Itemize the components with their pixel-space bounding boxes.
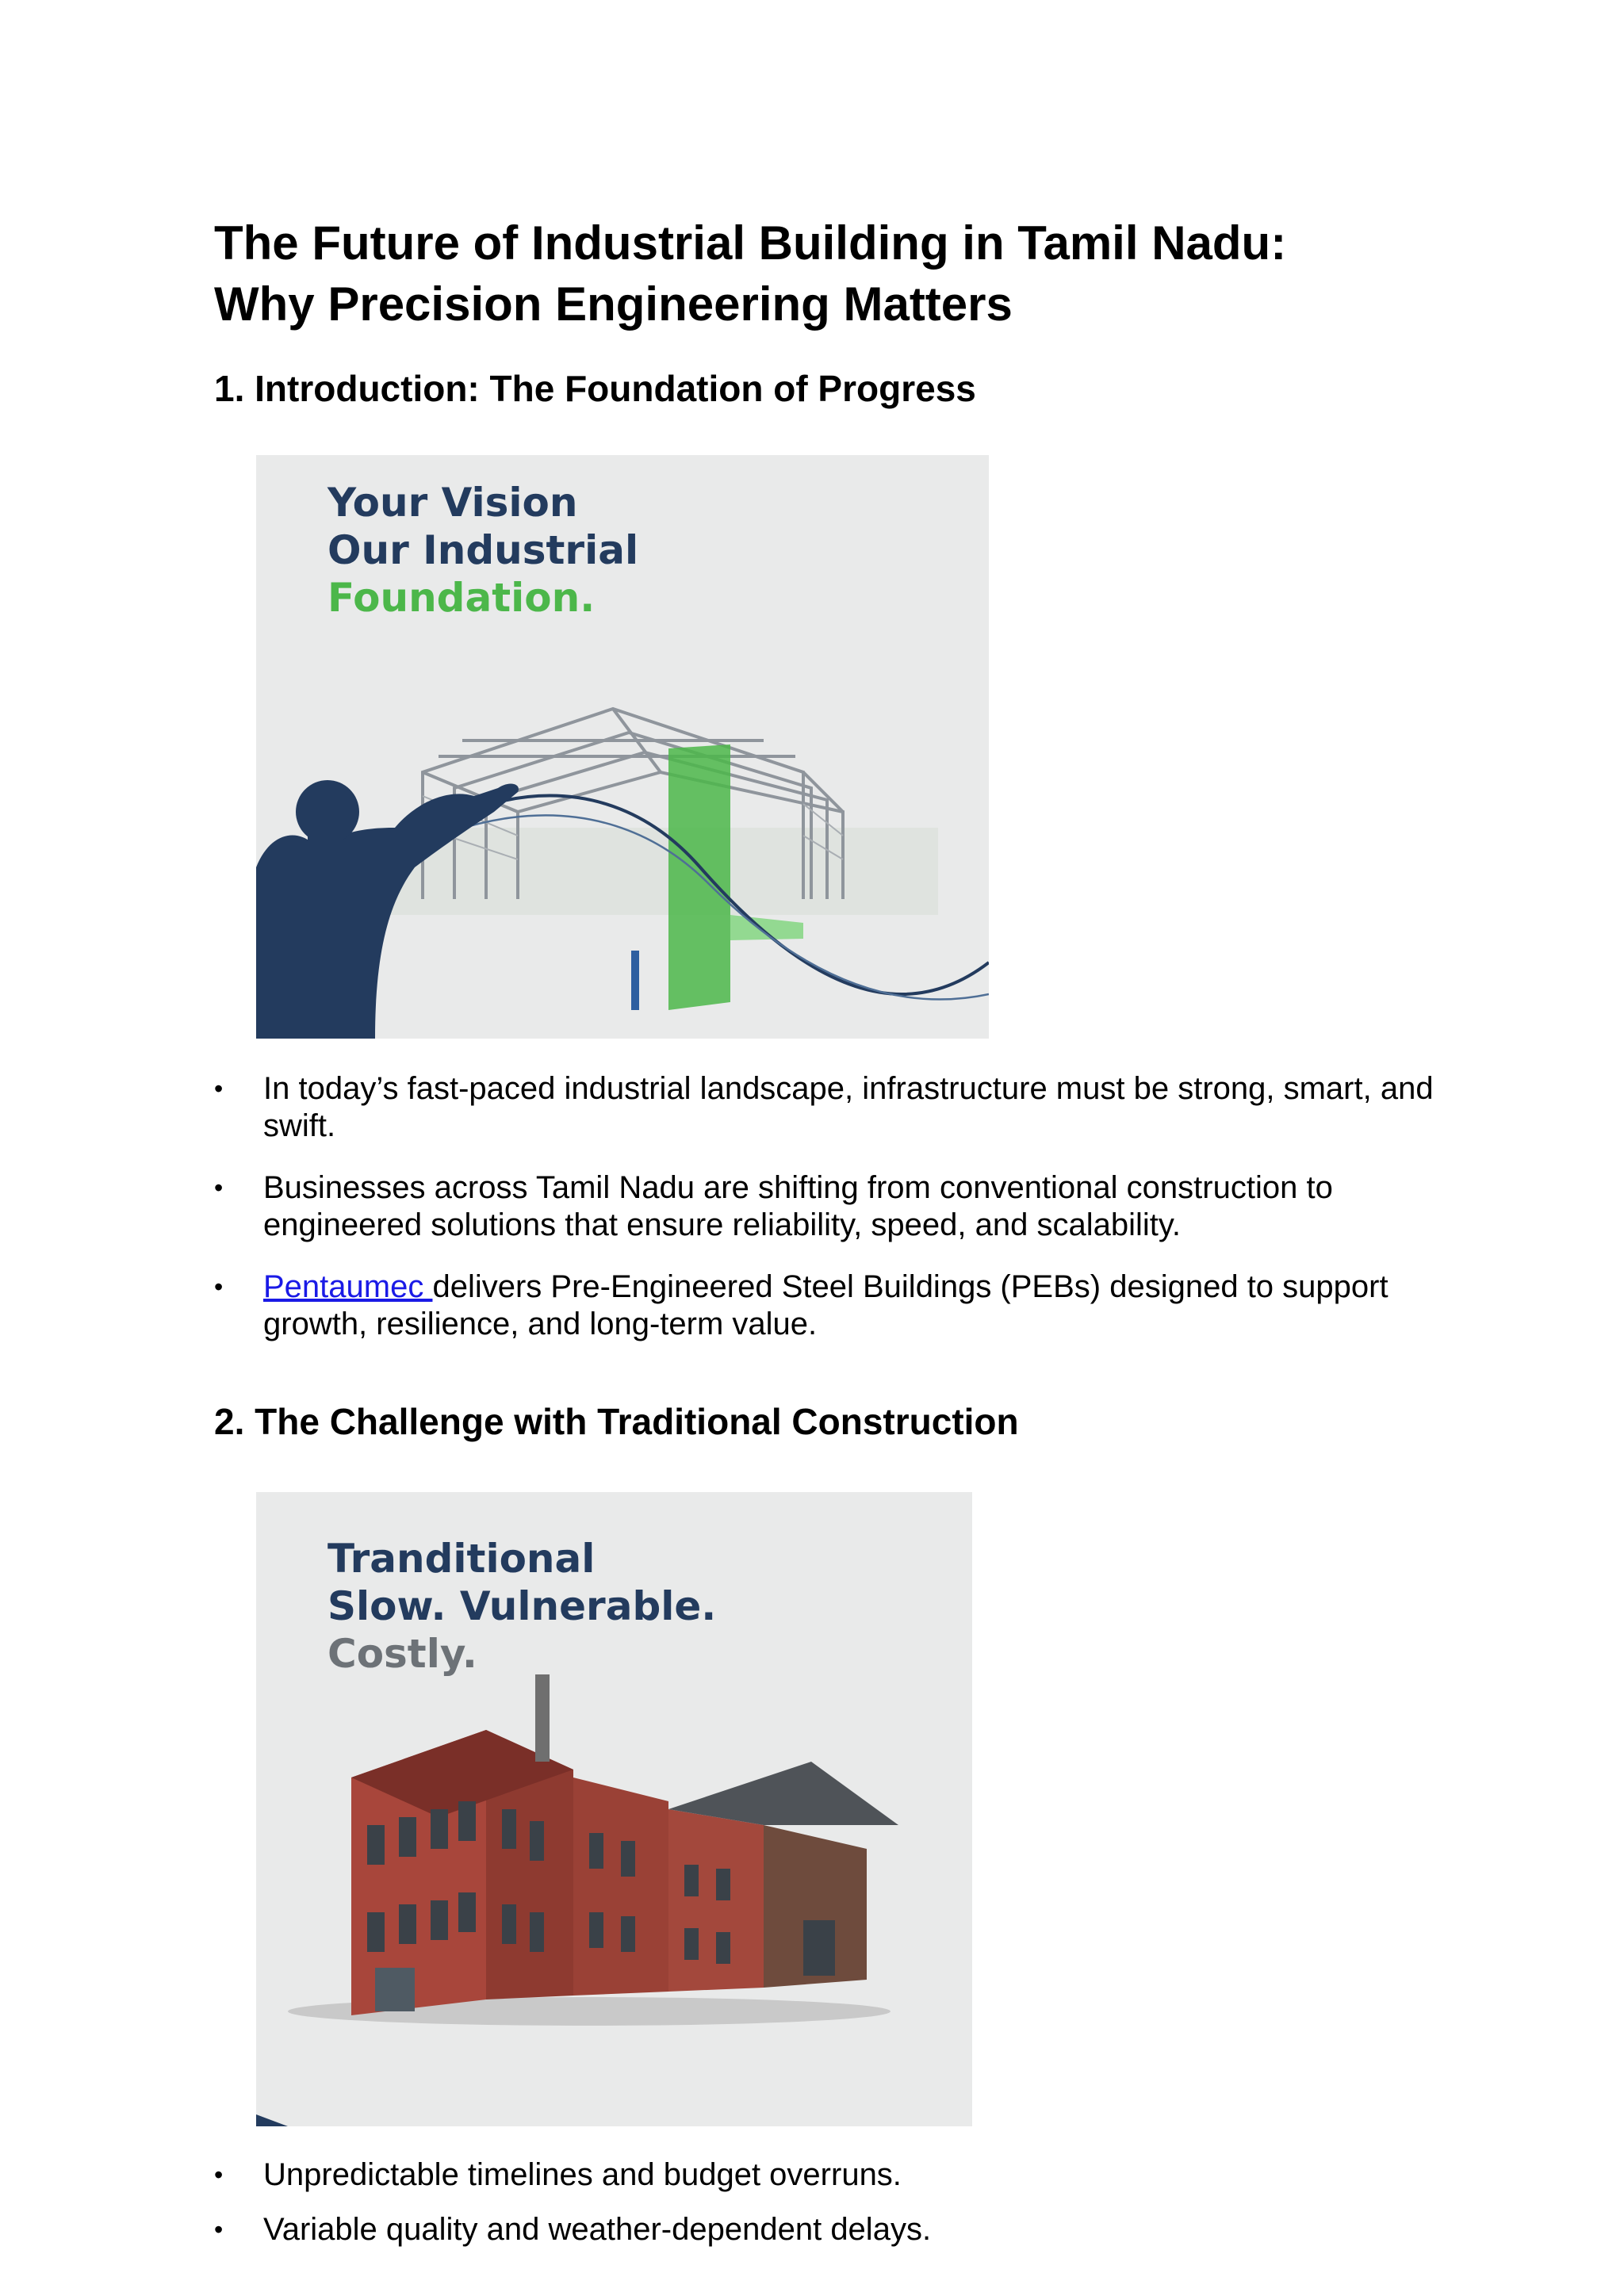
introduction-bullet-list bbox=[214, 1070, 1451, 1368]
list-item: • In today’s fast-paced industrial landscape, infrastructure must be strong, smart, and swift. bbox=[214, 1070, 1451, 1145]
traditional-construction-image bbox=[256, 1492, 972, 2126]
section-heading-introduction: 1. Introduction: The Foundation of Progress bbox=[214, 368, 976, 409]
document-title bbox=[214, 212, 1483, 335]
vision-caption-line-2: Our Industrial bbox=[327, 527, 639, 573]
list-item: • Unpredictable timelines and budget overruns. bbox=[214, 2156, 1451, 2194]
vision-foundation-image bbox=[256, 455, 989, 1039]
list-item bbox=[214, 1269, 1451, 1343]
traditional-caption bbox=[327, 1535, 716, 1678]
challenge-bullet-list bbox=[214, 2156, 1451, 2266]
title-line-2: Why Precision Engineering Matters bbox=[214, 277, 1013, 331]
section-heading-challenge: 2. The Challenge with Traditional Construction bbox=[214, 1401, 1019, 1442]
traditional-caption-line-3: Costly. bbox=[327, 1631, 477, 1677]
vision-caption-line-3: Foundation. bbox=[327, 575, 596, 621]
list-item: • Variable quality and weather-dependent delays. bbox=[214, 2211, 1451, 2248]
vision-caption-line-1: Your Vision bbox=[327, 480, 578, 526]
vision-caption bbox=[327, 479, 638, 622]
traditional-caption-line-1: Tranditional bbox=[327, 1536, 596, 1582]
pentaumec-link[interactable]: Pentaumec bbox=[263, 1269, 433, 1304]
list-item: • Businesses across Tamil Nadu are shifting from conventional construction to engineered solutions that ensure reliability, speed, and scalability. bbox=[214, 1169, 1451, 1244]
title-line-1: The Future of Industrial Building in Tamil Nadu: bbox=[214, 216, 1287, 270]
pentaumec-description: delivers Pre-Engineered Steel Buildings (PEBs) designed to support growth, resilience, and long-term value. bbox=[263, 1269, 1388, 1341]
traditional-caption-line-2: Slow. Vulnerable. bbox=[327, 1583, 717, 1629]
